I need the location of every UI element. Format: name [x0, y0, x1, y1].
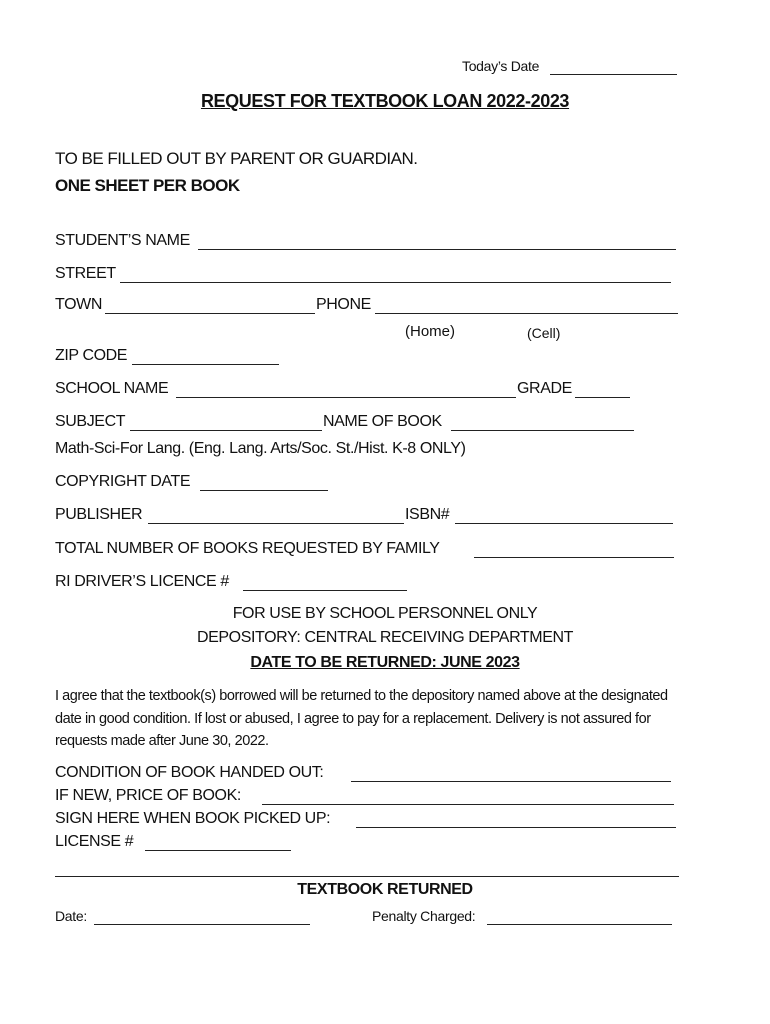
driver-licence-label: RI DRIVER’S LICENCE #: [55, 573, 229, 590]
todays-date-label: Today’s Date: [462, 58, 540, 74]
publisher-label: PUBLISHER: [55, 506, 143, 523]
phone-field[interactable]: [375, 313, 678, 314]
publisher-field[interactable]: [148, 523, 404, 524]
total-books-field[interactable]: [474, 557, 674, 558]
sign-label: SIGN HERE WHEN BOOK PICKED UP:: [55, 810, 331, 827]
return-date-line: DATE TO BE RETURNED: JUNE 2023: [250, 654, 520, 671]
student-name-label: STUDENT’S NAME: [55, 232, 190, 249]
book-name-label: NAME OF BOOK: [323, 413, 442, 430]
copyright-date-label: COPYRIGHT DATE: [55, 473, 191, 490]
instructions-line2: ONE SHEET PER BOOK: [55, 176, 240, 195]
home-phone-caption: (Home): [405, 323, 456, 340]
section-divider: [55, 876, 679, 877]
subject-note: Math-Sci-For Lang. (Eng. Lang. Arts/Soc. St./Hist. K-8 ONLY): [55, 440, 466, 457]
license-field[interactable]: [145, 850, 291, 851]
isbn-label: ISBN#: [405, 506, 450, 523]
town-field[interactable]: [105, 313, 315, 314]
total-books-label: TOTAL NUMBER OF BOOKS REQUESTED BY FAMILY: [55, 540, 440, 557]
todays-date-field[interactable]: [550, 74, 677, 75]
cell-phone-caption: (Cell): [527, 325, 561, 341]
zip-code-label: ZIP CODE: [55, 347, 128, 364]
depository-line: DEPOSITORY: CENTRAL RECEIVING DEPARTMENT: [196, 629, 574, 646]
return-date-label: Date:: [55, 908, 87, 924]
street-field[interactable]: [120, 282, 671, 283]
zip-code-field[interactable]: [132, 364, 279, 365]
textbook-returned-heading: TEXTBOOK RETURNED: [297, 881, 473, 898]
subject-label: SUBJECT: [55, 413, 126, 430]
school-name-field[interactable]: [176, 397, 516, 398]
town-label: TOWN: [55, 296, 102, 313]
penalty-field[interactable]: [487, 924, 672, 925]
penalty-label: Penalty Charged:: [372, 908, 476, 924]
school-name-label: SCHOOL NAME: [55, 380, 169, 397]
street-label: STREET: [55, 265, 116, 282]
student-name-field[interactable]: [198, 249, 676, 250]
grade-field[interactable]: [575, 397, 630, 398]
phone-label: PHONE: [316, 296, 371, 313]
isbn-field[interactable]: [455, 523, 673, 524]
price-label: IF NEW, PRICE OF BOOK:: [55, 787, 241, 804]
instructions-line1: TO BE FILLED OUT BY PARENT OR GUARDIAN.: [55, 149, 418, 168]
license-label: LICENSE #: [55, 833, 134, 850]
book-name-field[interactable]: [451, 430, 634, 431]
agreement-paragraph: I agree that the textbook(s) borrowed will be returned to the depository named above at the designated date in good condition. If lost or abused, I agree to pay for a replacement. Delivery is not assured for requests made after June 30, 2022.: [55, 688, 668, 749]
subject-field[interactable]: [130, 430, 322, 431]
form-title: REQUEST FOR TEXTBOOK LOAN 2022-2023: [200, 91, 570, 111]
copyright-date-field[interactable]: [200, 490, 328, 491]
price-field[interactable]: [262, 804, 674, 805]
signature-field[interactable]: [356, 827, 676, 828]
grade-label: GRADE: [517, 380, 572, 397]
school-use-heading: FOR USE BY SCHOOL PERSONNEL ONLY: [232, 605, 538, 622]
condition-field[interactable]: [351, 781, 671, 782]
driver-licence-field[interactable]: [243, 590, 407, 591]
condition-label: CONDITION OF BOOK HANDED OUT:: [55, 764, 324, 781]
return-date-field[interactable]: [94, 924, 310, 925]
